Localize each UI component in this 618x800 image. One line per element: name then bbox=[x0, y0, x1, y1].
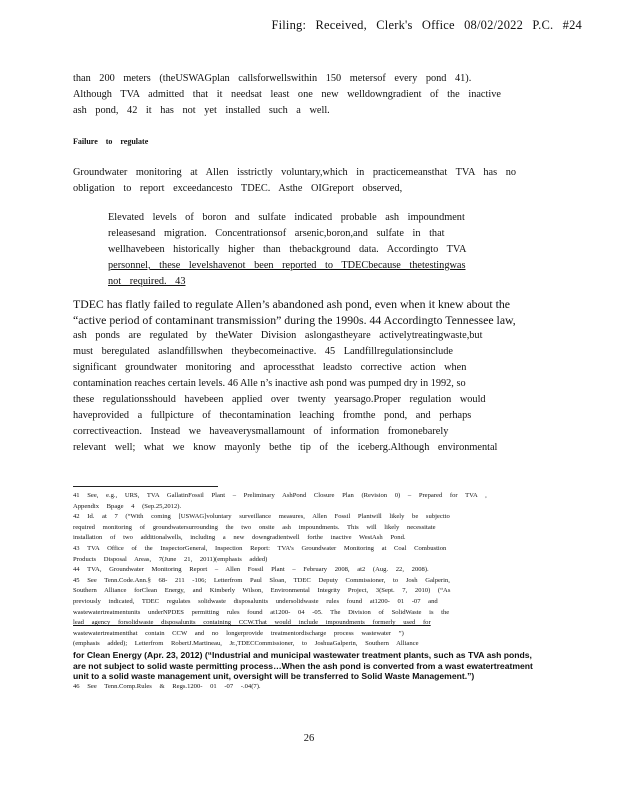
paragraph-line: ash pond, 42 it has not yet installed such a well. bbox=[73, 105, 330, 116]
paragraph-line: than 200 meters (theUSWAGplan callsforwellswithin 150 metersof every pond 41). bbox=[73, 73, 472, 84]
footnote-line: 45 See Tenn.Code.Ann.§ 68- 211 -106; Letterfrom Paul Sloan, TDEC Deputy Commissioner, to Josh Galperin, bbox=[73, 576, 450, 584]
footnote-line: (emphasis added); Letterfrom RobertJ.Martineau, Jr.,TDECCommissioner, to JoshuaGalperin, Southern Alliance bbox=[73, 640, 419, 648]
footnotes bbox=[73, 491, 553, 692]
footnote-line: required monitoring of groundwatersurrounding the two onsite ash impoundments. This will likely necessitate bbox=[73, 523, 436, 531]
paragraph-line: obligation to report exceedancesto TDEC. Asthe OIGreport observed, bbox=[73, 183, 403, 194]
paragraph-line: ash ponds are regulated by theWater Division aslongastheyare activelytreatingwaste,but bbox=[73, 330, 483, 341]
footnote-line: Products Disposal Areas, 7(June 21, 2011)(emphasis added) bbox=[73, 555, 268, 563]
quote-line-underlined: personnel, these levelshavenot been reported to TDECbecause thetestingwas bbox=[108, 260, 466, 271]
paragraph-line: correctiveaction. Instead we haveaverysmallamount of information fromonebarely bbox=[73, 426, 449, 437]
footnote-line: are not subject to solid waste permitting process…When the ash pond is converted from a wast ewatertreatment bbox=[73, 660, 533, 671]
paragraph-1 bbox=[73, 71, 551, 119]
footnote-line: lead agency forsolidwaste disposalunits containing CCW.That would include impoundments formerly used for bbox=[73, 619, 431, 627]
footnote-line: Southern Alliance forClean Energy, and Kimberly Wilson, Environmental Integrity Project, 3(Sept. 7, 2010) (“As bbox=[73, 587, 451, 595]
quote-line: wellhavebeen historically higher than thebackground data. Accordingto TVA bbox=[108, 244, 467, 255]
footnote-line: 41 See, e.g., URS, TVA GallatinFossil Plant – Preliminary AshPond Closure Plan (Revision 0) – Prepared for TVA , bbox=[73, 492, 487, 499]
paragraph-line: must beregulated aslandfillswhen theybecomeinactive. 45 Landfillregulationsinclude bbox=[73, 346, 453, 357]
footnote-line: installation of two additionalwells, including a new downgradientwell forthe inactive WestAsh Pond. bbox=[73, 534, 406, 542]
quote-line: Elevated levels of boron and sulfate indicated probable ash impoundment bbox=[108, 212, 465, 223]
footnote-line: 44 TVA, Groundwater Monitoring Report – Allen Fossil Plant – February 2008, at2 (Aug. 22, 2008). bbox=[73, 566, 429, 574]
paragraph-line: haveprovided a fullpicture of thecontamination leaching fromthe pond, and perhaps bbox=[73, 410, 472, 421]
footnote-line: wastewatertreatmentthat contain CCW and no longerprovide treatmentordischarge process wastewater ”) bbox=[73, 629, 404, 637]
footnote-line: for Clean Energy (Apr. 23, 2012) (“Industrial and municipal wastewater treatment plants, such as TVA ash ponds, bbox=[73, 649, 532, 660]
paragraph-line: Groundwater monitoring at Allen isstrictly voluntary,which in practicemeansthat TVA has no bbox=[73, 167, 517, 178]
paragraph-line: TDEC has flatly failed to regulate Allen’s abandoned ash pond, even when it knew about the bbox=[73, 297, 511, 311]
paragraph-line: relevant well; what we know mayonly bethe tip of the iceberg.Although environmental bbox=[73, 442, 498, 453]
page-number: 26 bbox=[303, 733, 315, 744]
quote-line: releasesand migration. Concentrationsof arsenic,boron,and sulfate in that bbox=[108, 228, 445, 239]
footnote-line: wastewatertreatmentunits underNPDES permitting rules found at1200- 04 -05. The Division of SolidWaste is the bbox=[73, 608, 450, 616]
footnote-line: previously indicated, TDEC regulates solidwaste disposalunits undersolidwaste rules found at1200- 01 -07 and bbox=[73, 597, 438, 605]
section-heading: Failure to regulate bbox=[73, 137, 149, 146]
quote-line-underlined: not required. 43 bbox=[108, 276, 186, 287]
paragraph-line: these regulationsshould havebeen applied over twenty yearsago.Proper regulation would bbox=[73, 394, 486, 405]
paragraph-line: contamination reaches certain levels. 46 Alle n’s inactive ash pond was pumped dry in 1992, so bbox=[73, 378, 466, 389]
paragraph-line: Although TVA admitted that it needsat least one new welldowngradient of the inactive bbox=[73, 89, 501, 100]
footnote-divider bbox=[73, 486, 218, 487]
footnote-line: 42 Id. at 7 (“With coming [USWAG]voluntary surveillance measures, Allen Fossil Plantwill likely be subjectto bbox=[73, 513, 450, 521]
paragraph-line: significant groundwater monitoring and aprocessthat leadsto corrective action when bbox=[73, 362, 467, 373]
paragraph-2 bbox=[73, 165, 551, 197]
footnote-line: 43 TVA Office of the InspectorGeneral, Inspection Report: TVA’s Groundwater Monitoring at Coal Combustion bbox=[73, 544, 447, 552]
block-quote bbox=[108, 210, 500, 290]
filing-header: Filing: Received, Clerk's Office 08/02/2022 P.C. #24 bbox=[271, 18, 582, 32]
footnote-line: Appendix Bpage 4 (Sep.25,2012). bbox=[73, 502, 182, 510]
paragraph-3 bbox=[73, 296, 551, 456]
paragraph-line: “active period of contaminant transmission” during the 1990s. 44 Accordingto Tennessee law, bbox=[73, 313, 516, 327]
footnote-line: 46 See Tenn.Comp.Rules & Regs.1200- 01 -07 -.04(7). bbox=[73, 682, 261, 690]
footnote-line: unit to a solid waste management unit, oversight will be transferred to Solid Waste Management.”) bbox=[73, 671, 475, 682]
